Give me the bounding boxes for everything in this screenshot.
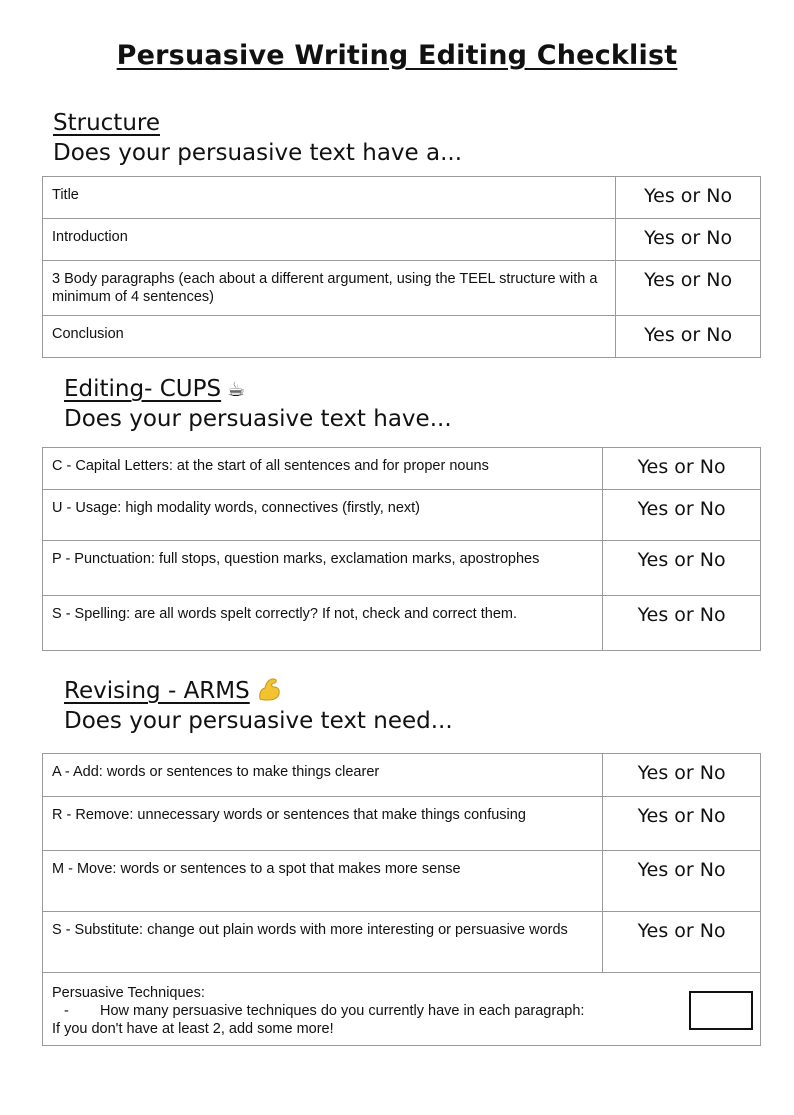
checklist-item: A - Add: words or sentences to make things clearer <box>43 754 603 797</box>
editing-section-header <box>64 374 452 434</box>
techniques-count-box[interactable] <box>689 991 753 1030</box>
revising-table <box>42 753 761 1046</box>
yes-no-answer[interactable]: Yes or No <box>616 261 761 316</box>
table-row <box>43 177 761 219</box>
editing-question: Does your persuasive text have... <box>64 406 452 432</box>
table-row <box>43 754 761 797</box>
persuasive-techniques-cell <box>43 973 761 1046</box>
yes-no-answer[interactable]: Yes or No <box>603 541 761 596</box>
checklist-item: Introduction <box>43 219 616 261</box>
editing-heading-line <box>64 374 452 404</box>
revising-heading-line <box>64 676 453 706</box>
revising-heading: Revising - ARMS <box>64 678 250 704</box>
bullet-dash: - <box>64 1003 69 1019</box>
table-row <box>43 261 761 316</box>
techniques-label: Persuasive Techniques: <box>52 985 205 1001</box>
yes-no-answer[interactable]: Yes or No <box>616 219 761 261</box>
editing-table <box>42 447 761 651</box>
checklist-item: S - Substitute: change out plain words with more interesting or persuasive words <box>43 912 603 973</box>
checklist-item: Title <box>43 177 616 219</box>
structure-heading: Structure <box>53 110 160 136</box>
structure-question: Does your persuasive text have a... <box>53 140 463 166</box>
table-row <box>43 851 761 912</box>
techniques-question-line <box>52 1002 752 1020</box>
table-row <box>43 973 761 1046</box>
structure-table <box>42 176 761 358</box>
table-row <box>43 490 761 541</box>
page-title: Persuasive Writing Editing Checklist <box>116 40 678 71</box>
table-row <box>43 316 761 358</box>
table-row <box>43 912 761 973</box>
table-row <box>43 541 761 596</box>
table-row <box>43 596 761 651</box>
yes-no-answer[interactable]: Yes or No <box>603 596 761 651</box>
table-row <box>43 797 761 851</box>
checklist-item: P - Punctuation: full stops, question marks, exclamation marks, apostrophes <box>43 541 603 596</box>
checklist-item: Conclusion <box>43 316 616 358</box>
coffee-cup-icon: ☕ <box>227 377 246 401</box>
checklist-item: R - Remove: unnecessary words or sentences that make things confusing <box>43 797 603 851</box>
table-row <box>43 448 761 490</box>
techniques-note: If you don't have at least 2, add some more! <box>52 1021 334 1037</box>
yes-no-answer[interactable]: Yes or No <box>603 754 761 797</box>
techniques-question: How many persuasive techniques do you currently have in each paragraph: <box>100 1003 585 1019</box>
checklist-item: S - Spelling: are all words spelt correctly? If not, check and correct them. <box>43 596 603 651</box>
yes-no-answer[interactable]: Yes or No <box>616 177 761 219</box>
revising-section-header <box>64 676 453 736</box>
yes-no-answer[interactable]: Yes or No <box>603 490 761 541</box>
yes-no-answer[interactable]: Yes or No <box>603 797 761 851</box>
yes-no-answer[interactable]: Yes or No <box>603 851 761 912</box>
checklist-item: C - Capital Letters: at the start of all sentences and for proper nouns <box>43 448 603 490</box>
checklist-item: 3 Body paragraphs (each about a different argument, using the TEEL structure with a minimum of 4 sentences) <box>43 261 616 316</box>
editing-heading: Editing- CUPS <box>64 376 222 402</box>
structure-section-header <box>53 108 462 168</box>
yes-no-answer[interactable]: Yes or No <box>616 316 761 358</box>
checklist-item: M - Move: words or sentences to a spot that makes more sense <box>43 851 603 912</box>
checklist-item: U - Usage: high modality words, connectives (firstly, next) <box>43 490 603 541</box>
revising-question: Does your persuasive text need... <box>64 708 453 734</box>
yes-no-answer[interactable]: Yes or No <box>603 448 761 490</box>
flexed-biceps-icon <box>256 676 282 706</box>
table-row <box>43 219 761 261</box>
yes-no-answer[interactable]: Yes or No <box>603 912 761 973</box>
